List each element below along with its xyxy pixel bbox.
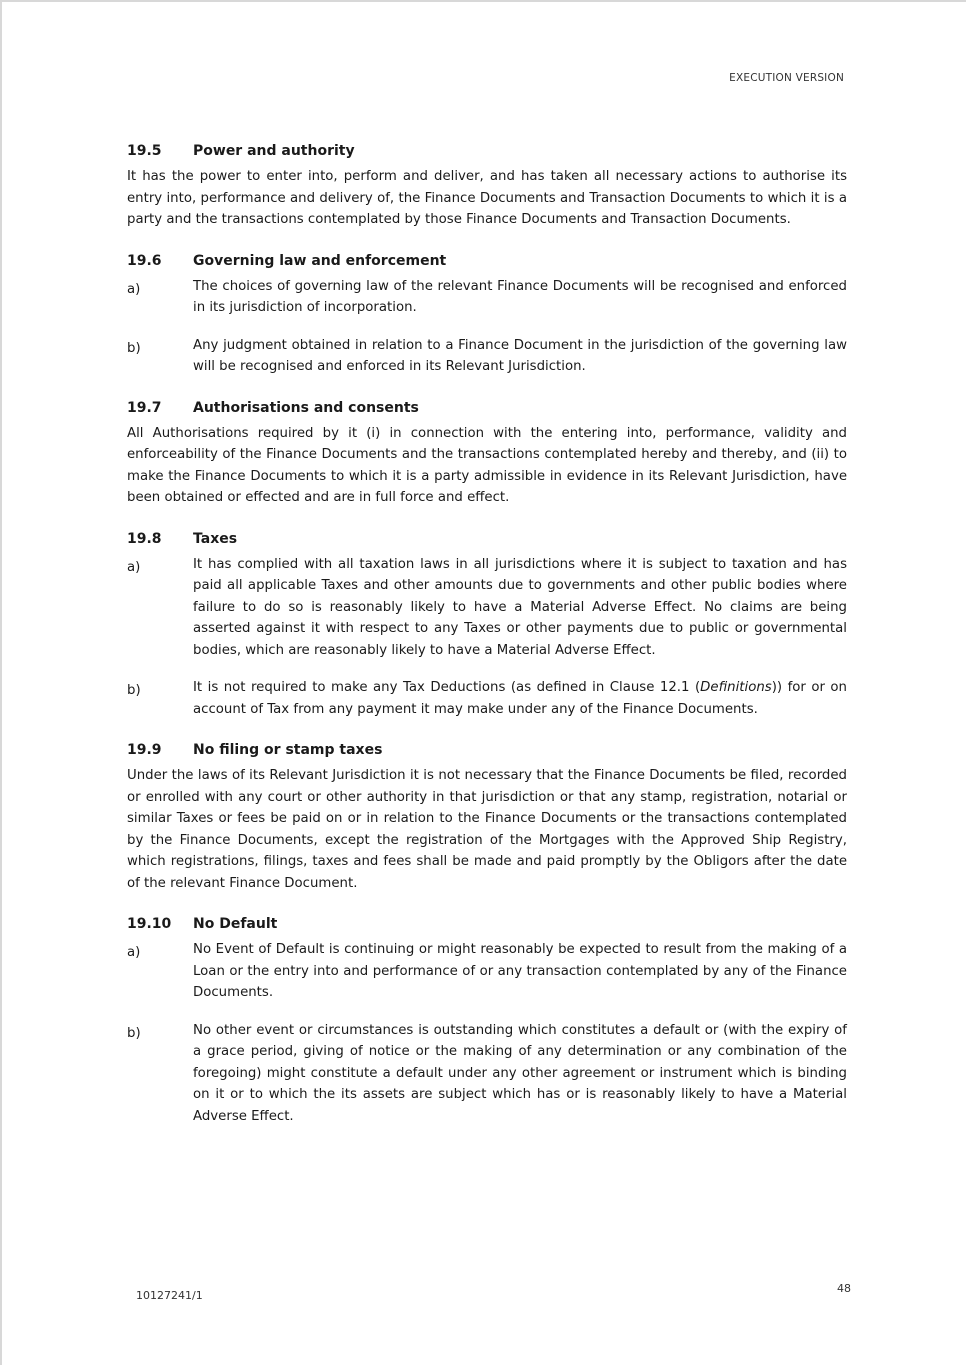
section-title: Power and authority	[193, 143, 355, 159]
section-title: No Default	[193, 916, 278, 932]
page-number: 48	[837, 1282, 851, 1295]
item-text	[193, 677, 847, 720]
item-label: a)	[127, 559, 141, 575]
document-reference: 10127241/1	[136, 1289, 203, 1302]
item-label: b)	[127, 1025, 141, 1041]
section-number: 19.9	[127, 742, 162, 758]
section-title: No filing or stamp taxes	[193, 742, 383, 758]
item-label: a)	[127, 281, 141, 297]
list-item	[127, 335, 847, 378]
section-number: 19.10	[127, 916, 172, 932]
section-19-6	[127, 253, 847, 378]
section-title: Taxes	[193, 530, 238, 547]
section-title: Governing law and enforcement	[193, 252, 447, 269]
item-text-part: It is not required to make any Tax Deductions (as defined in Clause 12.1 (	[193, 680, 701, 695]
item-text: It has complied with all taxation laws in all jurisdictions where it is subject to taxation and has paid all applicable Taxes and other amounts due to governments and other public bodies where failure to do so is reasonably likely to have a Material Adverse Effect. No claims are being asserted against it with respect to any Taxes or other payments due to public or governmental bodies, which are reasonably likely to have a Material Adverse Effect.	[193, 556, 847, 658]
section-number: 19.5	[127, 143, 162, 159]
section-19-10	[127, 916, 847, 1127]
section-heading	[127, 742, 847, 758]
section-title: Authorisations and consents	[193, 399, 419, 416]
item-text: No other event or circumstances is outstanding which constitutes a default or (with the expiry of a grace period, giving of notice or the making of any determination or any combination of the foregoing) might constitute a default under any other agreement or instrument which is binding on it or to which the its assets are subject which has or is reasonably likely to have a Material Adverse Effect.	[193, 1022, 847, 1124]
document-body	[127, 143, 847, 1149]
section-paragraph: It has the power to enter into, perform and deliver, and has taken all necessary actions to authorise its entry into, performance and delivery of, the Finance Documents and Transaction Documents to which it is a party and the transactions contemplated by those Finance Documents and Transaction Documents.	[127, 169, 847, 227]
list-item	[127, 276, 847, 319]
scan-edge-mark	[0, 0, 2, 1365]
section-19-7	[127, 400, 847, 509]
item-text-part: )) for or on account of Tax from any payment it may make under any of the Finance Documents.	[193, 680, 847, 717]
section-heading	[127, 143, 847, 159]
section-19-9	[127, 742, 847, 894]
item-text: The choices of governing law of the relevant Finance Documents will be recognised and enforced in its jurisdiction of incorporation.	[193, 278, 847, 315]
header-label: EXECUTION VERSION	[729, 72, 844, 84]
item-text: Any judgment obtained in relation to a Finance Document in the jurisdiction of the governing law will be recognised and enforced in its Relevant Jurisdiction.	[193, 337, 847, 374]
section-paragraph: Under the laws of its Relevant Jurisdiction it is not necessary that the Finance Documents be filed, recorded or enrolled with any court or other authority in that jurisdiction or that any stamp, registration, notarial or similar Taxes or fees be paid on or in relation to the Finance Documents or the transactions contemplated by the Finance Documents, except the registration of the Mortgages with the Approved Ship Registry, which registrations, filings, taxes and fees shall be made and paid promptly by the Obligors after the date of the relevant Finance Document.	[127, 768, 847, 891]
section-19-5	[127, 143, 847, 231]
section-number: 19.8	[127, 530, 162, 547]
item-label: a)	[127, 945, 141, 960]
section-heading	[127, 531, 847, 547]
scan-edge-mark	[0, 0, 966, 2]
section-number: 19.7	[127, 399, 162, 416]
section-number: 19.6	[127, 252, 162, 269]
item-text: No Event of Default is continuing or might reasonably be expected to result from the making of a Loan or the entry into and performance of or any transaction contemplated by any of the Finance Documents.	[193, 942, 847, 1000]
item-label: b)	[127, 683, 141, 698]
list-item	[127, 554, 847, 662]
list-item	[127, 1020, 847, 1128]
section-heading	[127, 400, 847, 416]
section-paragraph: All Authorisations required by it (i) in connection with the entering into, performance, validity and enforceability of the Finance Documents and the transactions contemplated hereby and thereby, and (ii) to make the Finance Documents to which it is a party admissible in evidence in its Relevant Jurisdiction, have been obtained or effected and are in full force and effect.	[127, 425, 847, 505]
list-item	[127, 939, 847, 1004]
list-item	[127, 677, 847, 720]
section-heading	[127, 253, 847, 269]
section-heading	[127, 916, 847, 932]
item-label: b)	[127, 340, 141, 356]
definitions-reference: Definitions	[700, 680, 772, 695]
section-19-8	[127, 531, 847, 721]
